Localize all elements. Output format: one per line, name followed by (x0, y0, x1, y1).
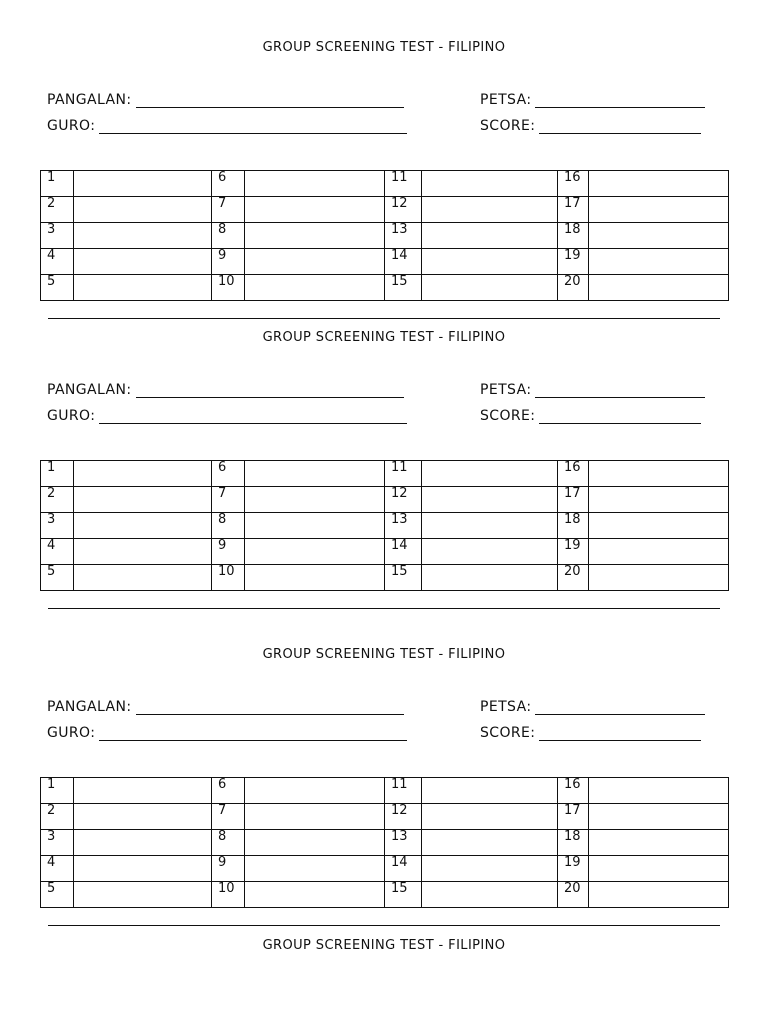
item-number: 16 (558, 778, 589, 804)
table-row (41, 778, 729, 804)
score-field[interactable] (480, 723, 701, 741)
teacher-label: GURO: (47, 725, 96, 741)
item-number: 4 (41, 856, 74, 882)
section-title: GROUP SCREENING TEST - FILIPINO (262, 40, 506, 55)
table-row (41, 249, 729, 275)
answer-cell[interactable] (422, 249, 558, 275)
item-number: 10 (212, 275, 245, 301)
answer-cell[interactable] (74, 249, 212, 275)
answer-cell[interactable] (422, 275, 558, 301)
answer-cell[interactable] (589, 565, 729, 591)
answer-cell[interactable] (422, 778, 558, 804)
answer-cell[interactable] (245, 882, 385, 908)
item-number: 5 (41, 882, 74, 908)
name-field[interactable] (47, 90, 404, 108)
item-number: 19 (558, 249, 589, 275)
answer-cell[interactable] (422, 565, 558, 591)
item-number: 13 (385, 223, 422, 249)
item-number: 19 (558, 856, 589, 882)
answer-cell[interactable] (74, 197, 212, 223)
item-number: 1 (41, 778, 74, 804)
answer-cell[interactable] (589, 882, 729, 908)
name-field[interactable] (47, 697, 404, 715)
teacher-input-line[interactable] (99, 119, 407, 134)
answer-cell[interactable] (245, 275, 385, 301)
item-number: 15 (385, 275, 422, 301)
answer-cell[interactable] (74, 830, 212, 856)
answer-cell[interactable] (422, 487, 558, 513)
item-number: 17 (558, 197, 589, 223)
teacher-field[interactable] (47, 116, 407, 134)
answer-cell[interactable] (245, 197, 385, 223)
table-row (41, 487, 729, 513)
item-number: 2 (41, 197, 74, 223)
teacher-label: GURO: (47, 408, 96, 424)
table-row (41, 882, 729, 908)
score-input-line[interactable] (539, 409, 701, 424)
answer-cell[interactable] (422, 830, 558, 856)
answer-cell[interactable] (245, 249, 385, 275)
item-number: 3 (41, 223, 74, 249)
item-number: 20 (558, 565, 589, 591)
name-label: PANGALAN: (47, 92, 132, 108)
item-number: 5 (41, 275, 74, 301)
answer-cell[interactable] (589, 856, 729, 882)
item-number: 8 (212, 830, 245, 856)
answer-cell[interactable] (245, 461, 385, 487)
date-field[interactable] (480, 697, 705, 715)
answer-cell[interactable] (422, 197, 558, 223)
answer-cell[interactable] (245, 223, 385, 249)
answer-cell[interactable] (74, 778, 212, 804)
table-row (41, 856, 729, 882)
answer-cell[interactable] (245, 804, 385, 830)
answer-cell[interactable] (74, 223, 212, 249)
answer-cell[interactable] (422, 513, 558, 539)
answer-cell[interactable] (245, 539, 385, 565)
answer-cell[interactable] (422, 461, 558, 487)
item-number: 3 (41, 513, 74, 539)
table-row (41, 461, 729, 487)
name-input-line[interactable] (136, 93, 404, 108)
answer-grid (40, 777, 729, 908)
answer-cell[interactable] (245, 513, 385, 539)
answer-cell[interactable] (589, 249, 729, 275)
score-label: SCORE: (480, 725, 536, 741)
answer-grid (40, 170, 729, 301)
answer-cell[interactable] (74, 171, 212, 197)
item-number: 14 (385, 249, 422, 275)
answer-cell[interactable] (74, 565, 212, 591)
name-label: PANGALAN: (47, 382, 132, 398)
item-number: 18 (558, 223, 589, 249)
date-input-line[interactable] (535, 383, 705, 398)
answer-cell[interactable] (74, 804, 212, 830)
cut-line (48, 925, 720, 926)
item-number: 9 (212, 856, 245, 882)
item-number: 9 (212, 539, 245, 565)
answer-cell[interactable] (422, 882, 558, 908)
answer-cell[interactable] (589, 171, 729, 197)
table-row (41, 804, 729, 830)
item-number: 11 (385, 461, 422, 487)
item-number: 2 (41, 487, 74, 513)
table-row (41, 223, 729, 249)
answer-grid (40, 460, 729, 591)
item-number: 1 (41, 461, 74, 487)
table-row (41, 197, 729, 223)
table-row (41, 830, 729, 856)
answer-cell[interactable] (422, 171, 558, 197)
answer-cell[interactable] (74, 275, 212, 301)
teacher-input-line[interactable] (99, 409, 407, 424)
name-input-line[interactable] (136, 700, 404, 715)
answer-cell[interactable] (589, 197, 729, 223)
answer-cell[interactable] (589, 223, 729, 249)
answer-cell[interactable] (589, 513, 729, 539)
table-row (41, 539, 729, 565)
answer-cell[interactable] (589, 778, 729, 804)
item-number: 15 (385, 882, 422, 908)
answer-cell[interactable] (589, 804, 729, 830)
answer-cell[interactable] (589, 487, 729, 513)
section-title: GROUP SCREENING TEST - FILIPINO (262, 330, 506, 345)
item-number: 11 (385, 171, 422, 197)
table-row (41, 275, 729, 301)
section-title: GROUP SCREENING TEST - FILIPINO (262, 647, 506, 662)
table-row (41, 565, 729, 591)
item-number: 10 (212, 882, 245, 908)
date-label: PETSA: (480, 382, 532, 398)
score-label: SCORE: (480, 408, 536, 424)
date-label: PETSA: (480, 92, 532, 108)
item-number: 4 (41, 539, 74, 565)
answer-cell[interactable] (422, 539, 558, 565)
teacher-input-line[interactable] (99, 726, 407, 741)
item-number: 11 (385, 778, 422, 804)
item-number: 14 (385, 856, 422, 882)
item-number: 8 (212, 223, 245, 249)
answer-cell[interactable] (245, 778, 385, 804)
answer-cell[interactable] (74, 513, 212, 539)
item-number: 8 (212, 513, 245, 539)
item-number: 17 (558, 804, 589, 830)
score-input-line[interactable] (539, 726, 701, 741)
answer-cell[interactable] (422, 223, 558, 249)
item-number: 10 (212, 565, 245, 591)
item-number: 6 (212, 778, 245, 804)
date-field[interactable] (480, 90, 705, 108)
item-number: 5 (41, 565, 74, 591)
teacher-field[interactable] (47, 406, 407, 424)
item-number: 13 (385, 830, 422, 856)
answer-cell[interactable] (245, 565, 385, 591)
item-number: 16 (558, 171, 589, 197)
answer-cell[interactable] (422, 804, 558, 830)
item-number: 3 (41, 830, 74, 856)
item-number: 7 (212, 804, 245, 830)
answer-cell[interactable] (589, 461, 729, 487)
date-field[interactable] (480, 380, 705, 398)
item-number: 18 (558, 513, 589, 539)
item-number: 6 (212, 171, 245, 197)
answer-cell[interactable] (74, 461, 212, 487)
answer-cell[interactable] (245, 487, 385, 513)
item-number: 20 (558, 275, 589, 301)
item-number: 14 (385, 539, 422, 565)
answer-cell[interactable] (589, 830, 729, 856)
item-number: 12 (385, 197, 422, 223)
item-number: 12 (385, 487, 422, 513)
item-number: 6 (212, 461, 245, 487)
name-input-line[interactable] (136, 383, 404, 398)
answer-cell[interactable] (74, 487, 212, 513)
teacher-label: GURO: (47, 118, 96, 134)
item-number: 7 (212, 487, 245, 513)
item-number: 7 (212, 197, 245, 223)
teacher-field[interactable] (47, 723, 407, 741)
item-number: 15 (385, 565, 422, 591)
item-number: 18 (558, 830, 589, 856)
score-field[interactable] (480, 116, 701, 134)
answer-cell[interactable] (589, 275, 729, 301)
item-number: 9 (212, 249, 245, 275)
name-field[interactable] (47, 380, 404, 398)
score-field[interactable] (480, 406, 701, 424)
name-label: PANGALAN: (47, 699, 132, 715)
score-input-line[interactable] (539, 119, 701, 134)
answer-cell[interactable] (589, 539, 729, 565)
answer-cell[interactable] (245, 171, 385, 197)
answer-cell[interactable] (74, 882, 212, 908)
table-row (41, 171, 729, 197)
item-number: 16 (558, 461, 589, 487)
item-number: 4 (41, 249, 74, 275)
answer-cell[interactable] (422, 856, 558, 882)
answer-cell[interactable] (245, 830, 385, 856)
date-input-line[interactable] (535, 93, 705, 108)
section-title: GROUP SCREENING TEST - FILIPINO (262, 938, 506, 953)
item-number: 19 (558, 539, 589, 565)
table-row (41, 513, 729, 539)
cut-line (48, 318, 720, 319)
date-label: PETSA: (480, 699, 532, 715)
item-number: 17 (558, 487, 589, 513)
score-label: SCORE: (480, 118, 536, 134)
cut-line (48, 608, 720, 609)
item-number: 12 (385, 804, 422, 830)
answer-cell[interactable] (245, 856, 385, 882)
item-number: 1 (41, 171, 74, 197)
item-number: 20 (558, 882, 589, 908)
item-number: 13 (385, 513, 422, 539)
answer-cell[interactable] (74, 539, 212, 565)
date-input-line[interactable] (535, 700, 705, 715)
item-number: 2 (41, 804, 74, 830)
answer-cell[interactable] (74, 856, 212, 882)
